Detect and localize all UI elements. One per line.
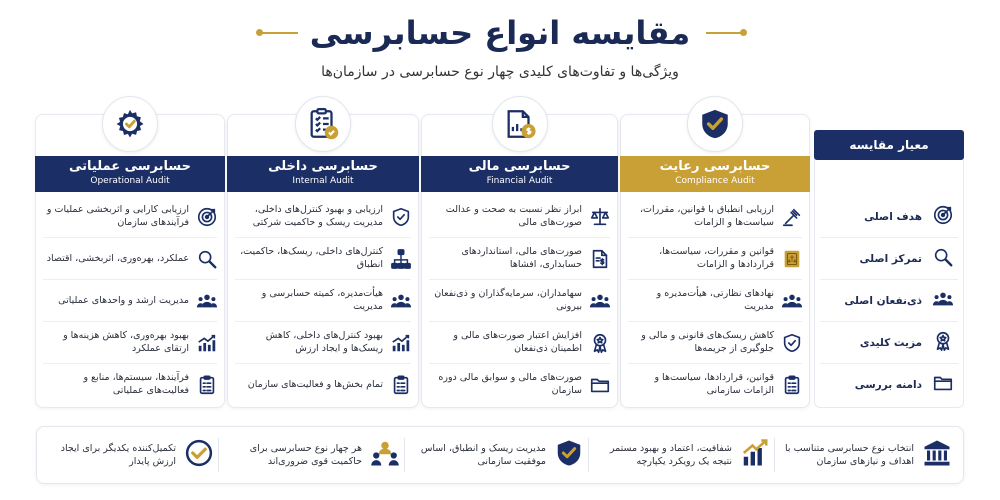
table-cell [626, 196, 804, 238]
column-title: حسابرسی رعایت [659, 159, 771, 174]
magnifier-icon [195, 247, 219, 271]
column-subtitle-en: Internal Audit [292, 176, 354, 186]
table-cell [233, 322, 413, 364]
page-title-wrap [0, 8, 1000, 58]
folder-icon [932, 372, 954, 398]
footer-text: هر چهار نوع حسابرسی برای حاکمیت قوی ضروری‌اند [249, 442, 362, 467]
cell-text: نهادهای نظارتی، هیأت‌مدیره و مدیریت [656, 288, 774, 312]
column-header-1 [620, 156, 810, 192]
criteria-label: ذی‌نفعان اصلی [844, 295, 922, 307]
circle-check-icon [184, 438, 214, 472]
criteria-item [814, 322, 964, 364]
footer-divider [774, 438, 775, 472]
column-subtitle-en: Operational Audit [90, 176, 170, 186]
cell-text: افزایش اعتبار صورت‌های مالی و اطمینان ذی‌نفعان [453, 330, 582, 354]
column-title: حسابرسی داخلی [268, 159, 378, 174]
footer-item [44, 432, 214, 478]
cell-text: بهبود کنترل‌های داخلی، کاهش ریسک‌ها و ایجاد ارزش [265, 330, 383, 354]
cell-text: سهامداران، سرمایه‌گذاران و ذی‌نفعان بیرونی [434, 288, 582, 312]
cell-text: عملکرد، بهره‌وری، اثربخشی، اقتصاد [46, 252, 189, 264]
footer-item [782, 432, 952, 478]
footer-item [594, 432, 770, 478]
shield-check-icon [687, 96, 743, 152]
team-icon [370, 438, 400, 472]
criteria-item [814, 364, 964, 406]
people-icon [389, 289, 413, 313]
document-dollar-icon [588, 247, 612, 271]
people-icon [195, 289, 219, 313]
table-cell [233, 238, 413, 280]
table-cell [233, 196, 413, 238]
criteria-label: تمرکز اصلی [859, 253, 922, 265]
footer-text: شفافیت، اعتماد و بهبود مستمر نتیجه یک رویکرد یکپارچه [609, 442, 732, 467]
table-cell [233, 280, 413, 322]
table-cell [41, 364, 219, 406]
cell-text: کنترل‌های داخلی، ریسک‌ها، حاکمیت، انطباق [240, 246, 383, 270]
cell-text: ارزیابی انطباق با قوانین، مقررات، سیاست‌ها و الزامات [639, 204, 774, 228]
footer-text: انتخاب نوع حسابرسی متناسب با اهداف و نیازهای سازمان [785, 442, 914, 467]
scale-icon [588, 205, 612, 229]
table-cell [427, 280, 612, 322]
page-title: مقایسه انواع حسابرسی [309, 14, 691, 52]
footer-item [224, 432, 400, 478]
clipboard-icon [195, 373, 219, 397]
bar-growth-icon [740, 438, 770, 472]
footer-divider [588, 438, 589, 472]
table-cell [626, 364, 804, 406]
criteria-label: دامنه بررسی [854, 379, 922, 391]
column-title: حسابرسی عملیاتی [68, 159, 192, 174]
people-icon [932, 288, 954, 314]
growth-chart-icon [195, 331, 219, 355]
clipboard-icon [780, 373, 804, 397]
bank-icon [922, 438, 952, 472]
criteria-item [814, 196, 964, 238]
gear-check-icon [102, 96, 158, 152]
title-line-left [258, 32, 298, 34]
title-dot-right [740, 29, 747, 36]
growth-chart-icon [389, 331, 413, 355]
criteria-label: هدف اصلی [864, 211, 922, 223]
table-cell [427, 238, 612, 280]
criteria-item [814, 280, 964, 322]
criteria-heading: معیار مقایسه [814, 130, 964, 160]
cell-text: صورت‌های مالی و سوابق مالی دوره سازمان [438, 372, 582, 396]
table-cell [41, 280, 219, 322]
cell-text: ارزیابی کارایی و اثربخشی عملیات و فرآیندهای سازمان [46, 204, 189, 228]
cell-text: تمام بخش‌ها و فعالیت‌های سازمان [247, 378, 383, 390]
cell-text: مدیریت ارشد و واحدهای عملیاتی [58, 294, 189, 306]
clipboard-icon [389, 373, 413, 397]
shield-check-icon [780, 331, 804, 355]
footer-divider [404, 438, 405, 472]
column-subtitle-en: Compliance Audit [675, 176, 755, 186]
gavel-icon [780, 205, 804, 229]
table-cell [427, 322, 612, 364]
award-icon [932, 330, 954, 356]
cell-text: فرآیندها، سیستم‌ها، منابع و فعالیت‌های عملیاتی [83, 372, 189, 396]
cell-text: ابراز نظر نسبت به صحت و عدالت صورت‌های مالی [445, 204, 582, 228]
target-icon [932, 204, 954, 230]
footer-divider [218, 438, 219, 472]
target-icon [195, 205, 219, 229]
cell-text: کاهش ریسک‌های قانونی و مالی و جلوگیری از جریمه‌ها [641, 330, 774, 354]
table-cell [427, 196, 612, 238]
cell-text: قوانین و مقررات، سیاست‌ها، قراردادها و الزامات [659, 246, 774, 270]
criteria-item [814, 238, 964, 280]
people-icon [780, 289, 804, 313]
law-book-icon [780, 247, 804, 271]
hierarchy-icon [389, 247, 413, 271]
footer-item [408, 432, 584, 478]
cell-text: قوانین، قراردادها، سیاست‌ها و الزامات سازمانی [654, 372, 774, 396]
cell-text: بهبود بهره‌وری، کاهش هزینه‌ها و ارتقای عملکرد [63, 330, 189, 354]
table-cell [626, 280, 804, 322]
magnifier-icon [932, 246, 954, 272]
table-cell [626, 238, 804, 280]
table-cell [41, 196, 219, 238]
table-cell [427, 364, 612, 406]
cell-text: صورت‌های مالی، استانداردهای حسابداری، افشاها [461, 246, 582, 270]
page-subtitle: ویژگی‌ها و تفاوت‌های کلیدی چهار نوع حسابرسی در سازمان‌ها [321, 64, 679, 80]
folder-icon [588, 373, 612, 397]
column-header-4 [35, 156, 225, 192]
shield-check-icon [389, 205, 413, 229]
shield-check-icon [554, 438, 584, 472]
footer-text: مدیریت ریسک و انطباق، اساس موفقیت سازمانی [420, 442, 546, 467]
financial-report-icon [492, 96, 548, 152]
column-subtitle-en: Financial Audit [486, 176, 553, 186]
table-cell [41, 238, 219, 280]
cell-text: هیأت‌مدیره، کمیته حسابرسی و مدیریت [261, 288, 383, 312]
cell-text: ارزیابی و بهبود کنترل‌های داخلی، مدیریت ریسک و حاکمیت شرکتی [252, 204, 383, 228]
table-cell [233, 364, 413, 406]
criteria-label: مزیت کلیدی [859, 337, 922, 349]
checklist-icon [295, 96, 351, 152]
footer-text: تکمیل‌کننده یکدیگر برای ایجاد ارزش پایدار [60, 442, 176, 467]
table-cell [626, 322, 804, 364]
award-icon [588, 331, 612, 355]
people-icon [588, 289, 612, 313]
column-title: حسابرسی مالی [468, 159, 571, 174]
column-header-2 [421, 156, 618, 192]
table-cell [41, 322, 219, 364]
column-header-3 [227, 156, 419, 192]
